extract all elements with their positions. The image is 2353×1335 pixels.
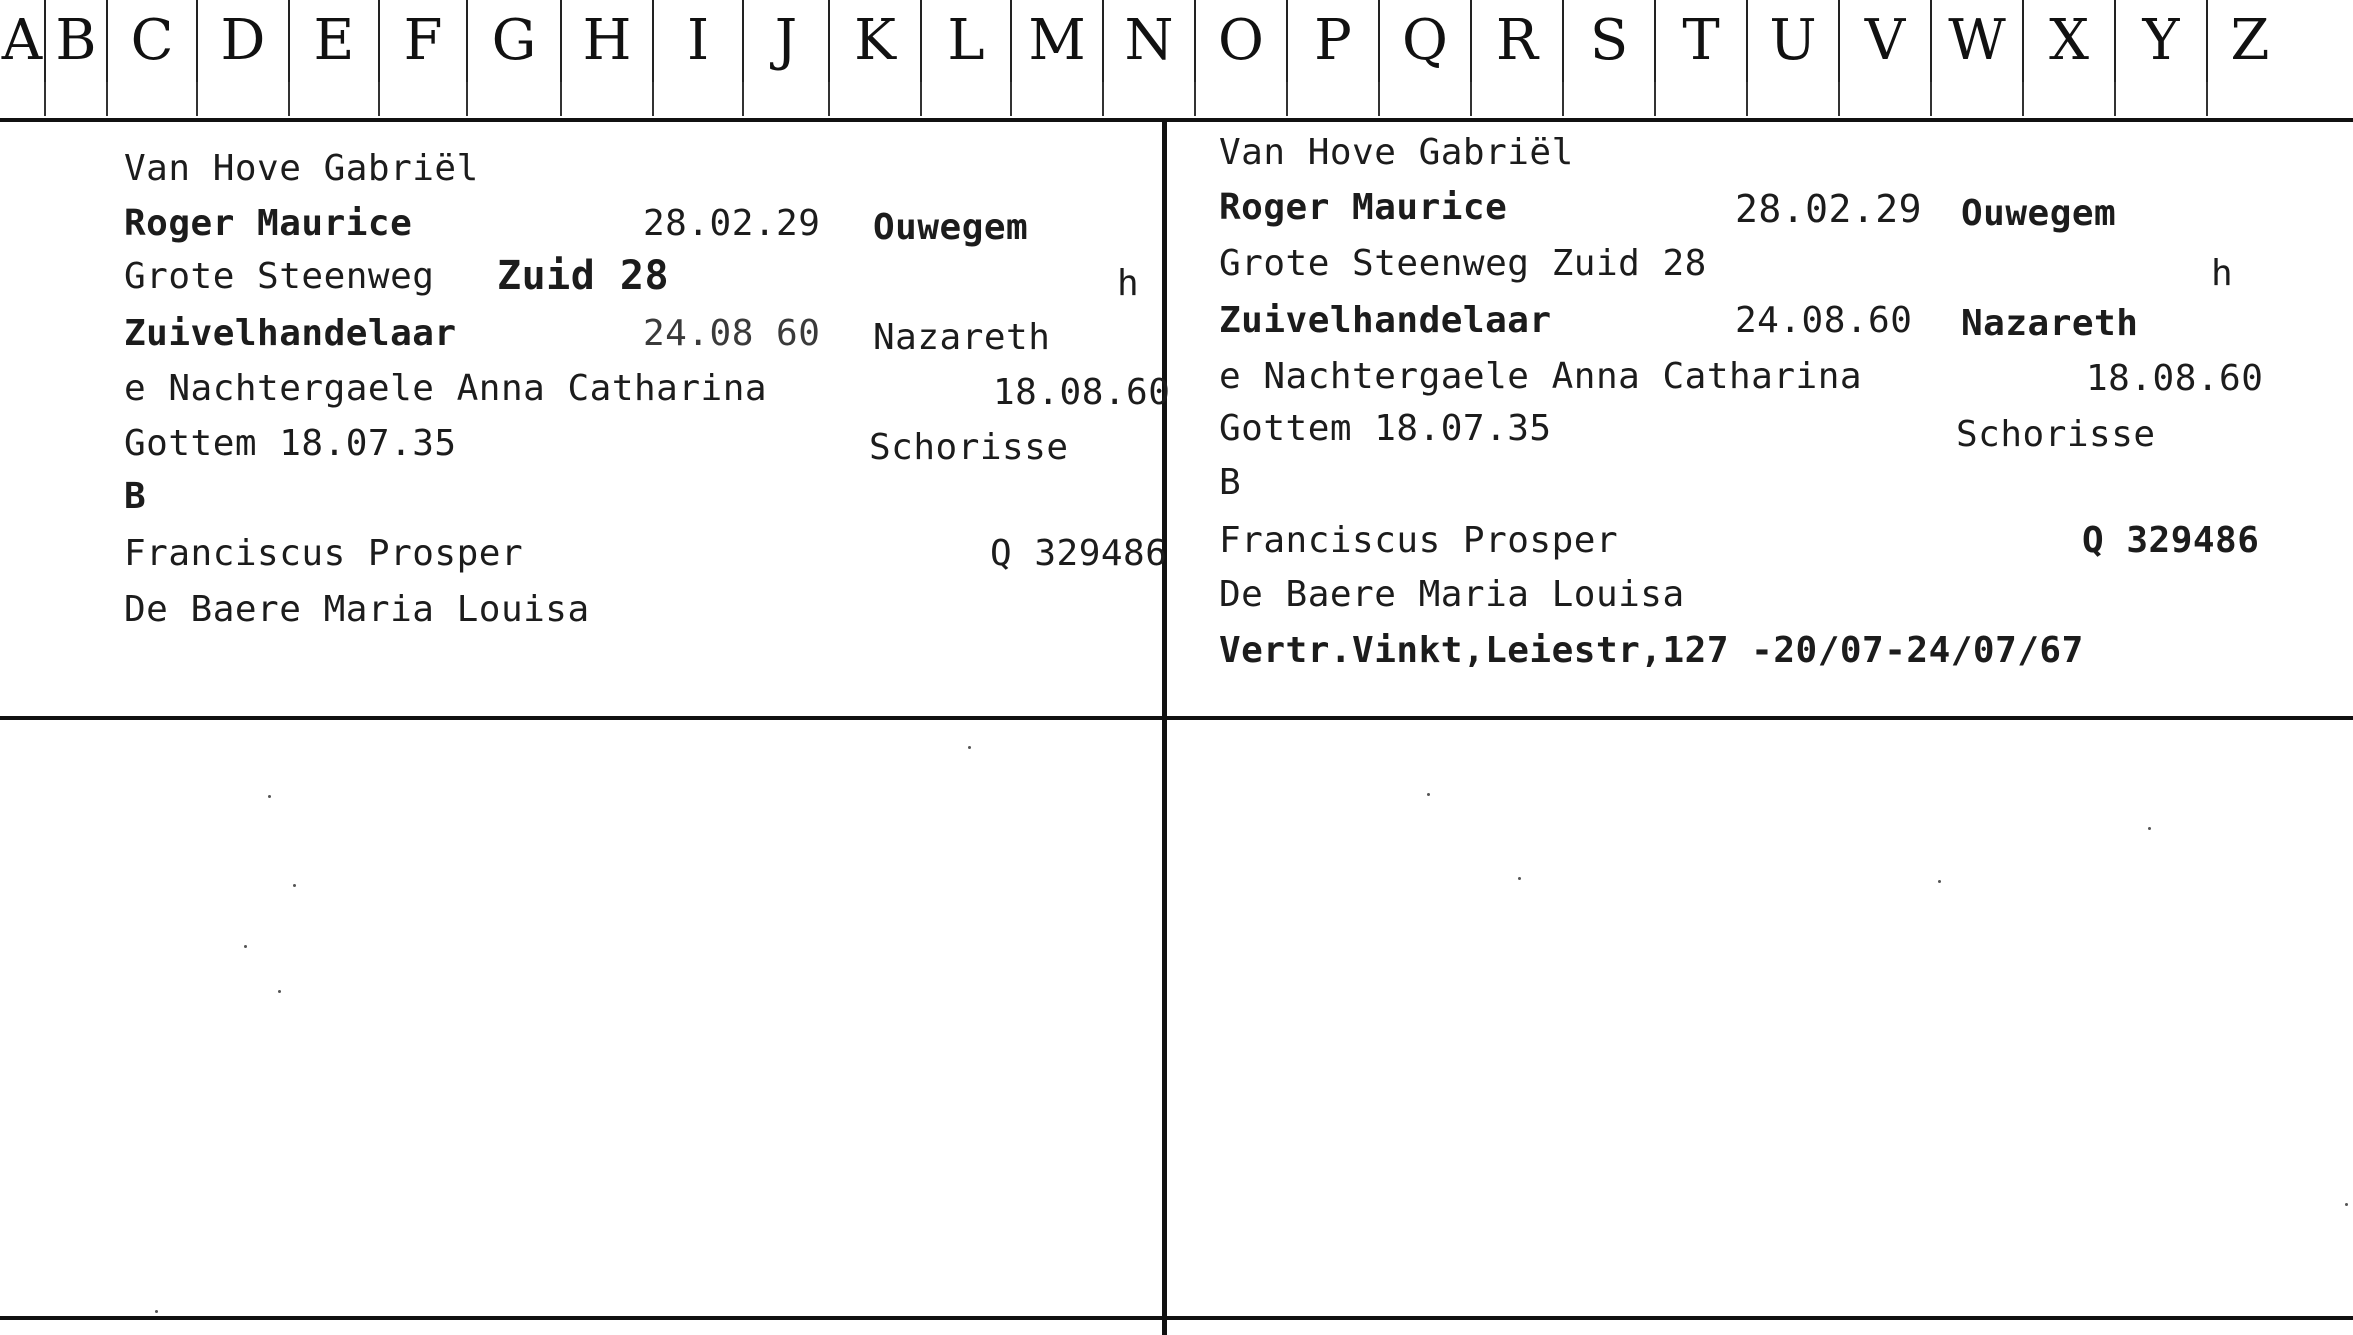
birth-date: 28.02.29 bbox=[1735, 187, 1923, 231]
spouse: e Nachtergaele Anna Catharina bbox=[124, 368, 768, 409]
street: Grote Steenweg Zuid 28 bbox=[1219, 243, 1707, 284]
alphabet-letter-d: D bbox=[198, 0, 290, 82]
alphabet-letter-r: R bbox=[1472, 0, 1564, 82]
place-2: Nazareth bbox=[873, 317, 1051, 358]
alphabet-letter-b: B bbox=[46, 0, 108, 82]
surname-line: Van Hove Gabriël bbox=[1219, 132, 1574, 173]
mother: De Baere Maria Louisa bbox=[124, 589, 590, 630]
move-remark: Vertr.Vinkt,Leiestr,127 -20/07-24/07/67 bbox=[1219, 630, 2084, 671]
place-3: Schorisse bbox=[1956, 414, 2156, 455]
alphabet-letter-h: H bbox=[562, 0, 654, 82]
alphabet-letter-l: L bbox=[922, 0, 1012, 82]
spouse-date: 18.08.60 bbox=[2086, 358, 2264, 399]
given-names: Roger Maurice bbox=[1219, 187, 1508, 228]
right-record-card bbox=[1167, 0, 2353, 716]
alphabet-letter-q: Q bbox=[1380, 0, 1472, 82]
alphabet-letter-g: G bbox=[468, 0, 562, 82]
scan-speck bbox=[968, 746, 971, 749]
spouse-date: 18.08.60 bbox=[993, 372, 1171, 413]
scan-speck bbox=[1938, 880, 1941, 883]
marker-h: h bbox=[1117, 263, 1140, 304]
left-record-card bbox=[0, 0, 1171, 716]
spouse-birth: Gottem 18.07.35 bbox=[124, 423, 457, 464]
alphabet-letter-s: S bbox=[1564, 0, 1656, 82]
id-number: Q 329486 bbox=[990, 533, 1168, 574]
street: Grote Steenweg bbox=[124, 256, 435, 297]
alphabet-letter-u: U bbox=[1748, 0, 1840, 82]
scan-speck bbox=[2148, 827, 2151, 830]
date-2: 24.08 60 bbox=[643, 313, 821, 354]
id-number: Q 329486 bbox=[2082, 520, 2260, 561]
scan-speck bbox=[278, 990, 281, 993]
alphabet-letter-f: F bbox=[380, 0, 468, 82]
alphabet-letter-j: J bbox=[744, 0, 830, 82]
alphabet-letter-m: M bbox=[1012, 0, 1104, 82]
street-addition: Zuid 28 bbox=[497, 253, 670, 299]
alphabet-letter-x: X bbox=[2024, 0, 2116, 82]
alphabet-letter-n: N bbox=[1104, 0, 1196, 82]
alphabet-letter-y: Y bbox=[2116, 0, 2208, 82]
birth-date: 28.02.29 bbox=[643, 203, 821, 244]
occupation: Zuivelhandelaar bbox=[1219, 300, 1552, 341]
card-bottom-border bbox=[0, 1316, 2353, 1320]
alphabet-letter-a: A bbox=[0, 0, 46, 82]
scan-speck bbox=[268, 795, 271, 798]
alphabet-letter-e: E bbox=[290, 0, 380, 82]
place-2: Nazareth bbox=[1961, 303, 2139, 344]
marker-b: B bbox=[124, 476, 147, 517]
birth-place: Ouwegem bbox=[873, 207, 1029, 248]
given-names: Roger Maurice bbox=[124, 203, 413, 244]
scan-speck bbox=[1427, 793, 1430, 796]
birth-place: Ouwegem bbox=[1961, 193, 2117, 234]
scan-speck bbox=[244, 945, 247, 948]
father: Franciscus Prosper bbox=[1219, 520, 1619, 561]
alphabet-letter-k: K bbox=[830, 0, 922, 82]
alphabet-letter-c: C bbox=[108, 0, 198, 82]
alphabet-letter-v: V bbox=[1840, 0, 1932, 82]
marker-h: h bbox=[2211, 253, 2234, 294]
father: Franciscus Prosper bbox=[124, 533, 524, 574]
spouse: e Nachtergaele Anna Catharina bbox=[1219, 356, 1863, 397]
scan-speck bbox=[155, 1310, 158, 1313]
occupation: Zuivelhandelaar bbox=[124, 313, 457, 354]
date-2: 24.08.60 bbox=[1735, 300, 1913, 341]
alphabet-letter-p: P bbox=[1288, 0, 1380, 82]
alphabet-letter-t: T bbox=[1656, 0, 1748, 82]
marker-b: B bbox=[1219, 462, 1242, 503]
alphabet-letter-o: O bbox=[1196, 0, 1288, 82]
alphabet-letter-z: Z bbox=[2230, 8, 2270, 73]
surname-line: Van Hove Gabriël bbox=[124, 148, 479, 189]
alphabet-letter-w: W bbox=[1932, 0, 2024, 82]
place-3: Schorisse bbox=[869, 427, 1069, 468]
scan-speck bbox=[2345, 1203, 2348, 1206]
scan-speck bbox=[293, 884, 296, 887]
mother: De Baere Maria Louisa bbox=[1219, 574, 1685, 615]
alphabet-letter-i: I bbox=[654, 0, 744, 82]
card-divider-horizontal bbox=[0, 716, 2353, 720]
scan-speck bbox=[1518, 877, 1521, 880]
spouse-birth: Gottem 18.07.35 bbox=[1219, 408, 1552, 449]
